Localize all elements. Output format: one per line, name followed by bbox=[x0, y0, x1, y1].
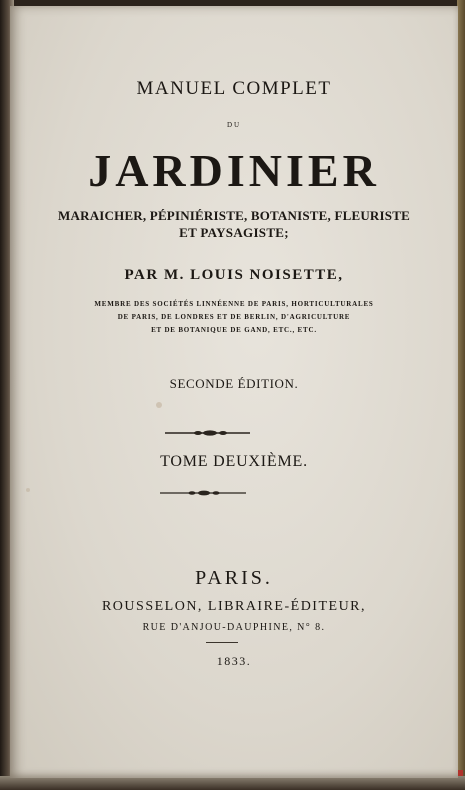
spine-edge bbox=[457, 0, 465, 790]
membership-line-3: ET DE BOTANIQUE DE GAND, ETC., ETC. bbox=[151, 326, 317, 334]
imprint-city: PARIS. bbox=[195, 567, 273, 589]
ornamental-rule-icon bbox=[10, 487, 458, 499]
imprint-year: 1833. bbox=[216, 654, 252, 668]
volume-line: TOME DEUXIÈME. bbox=[160, 453, 308, 470]
membership-line-2: DE PARIS, DE LONDRES ET DE BERLIN, D'AGRICULTURE bbox=[117, 313, 351, 321]
imprint-address: RUE D'ANJOU-DAUPHINE, N° 8. bbox=[142, 622, 326, 633]
title-page bbox=[10, 6, 458, 778]
imprint-publisher: ROUSSELON, LIBRAIRE-ÉDITEUR, bbox=[101, 599, 367, 614]
ornamental-rule-icon bbox=[10, 427, 458, 439]
heading-du: DU bbox=[226, 121, 242, 129]
main-title: JARDINIER bbox=[88, 145, 380, 196]
foxing-spot bbox=[156, 402, 162, 408]
subtitle-line-1: MARAICHER, PÉPINIÉRISTE, BOTANISTE, FLEURISTE bbox=[58, 208, 410, 223]
author-line: PAR M. LOUIS NOISETTE, bbox=[124, 267, 344, 283]
heading-manuel-complet: MANUEL COMPLET bbox=[136, 78, 332, 99]
membership-line-1: MEMBRE DES SOCIÉTÉS LINNÉENNE DE PARIS, HORTICULTURALES bbox=[94, 300, 374, 308]
edition-line: SECONDE ÉDITION. bbox=[169, 376, 299, 391]
divider bbox=[206, 642, 238, 643]
book-edge-bottom bbox=[0, 776, 465, 790]
subtitle-line-2: ET PAYSAGISTE; bbox=[179, 225, 289, 240]
